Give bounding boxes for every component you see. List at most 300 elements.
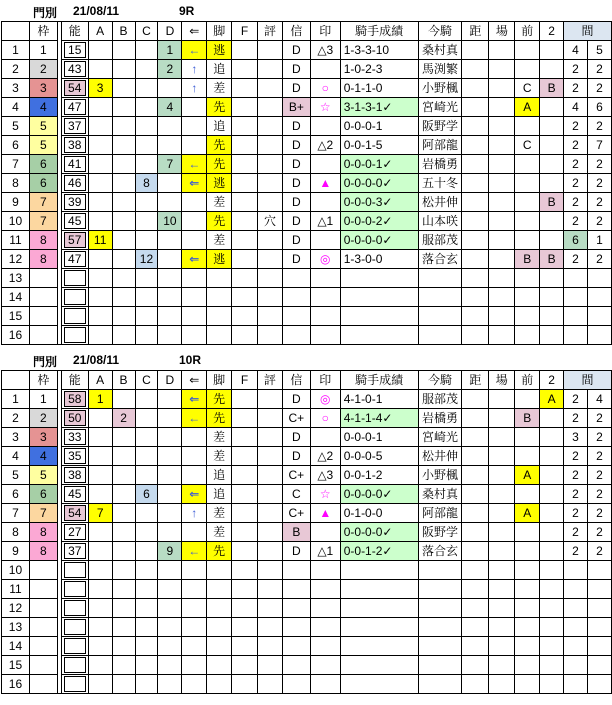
cell-col-b <box>112 212 135 231</box>
cell-arrow: ← <box>182 409 207 428</box>
cell-col-b <box>112 504 135 523</box>
cell-kyo <box>462 675 489 694</box>
cell-kon-ki <box>418 307 462 326</box>
cell-col-a: 11 <box>88 231 112 250</box>
cell-hyo <box>257 542 282 561</box>
cell-ba <box>489 466 515 485</box>
cell-kyo <box>462 523 489 542</box>
cell-col-d <box>158 504 182 523</box>
cell-col-c: 8 <box>135 174 158 193</box>
race-title-9r <box>1 0 612 21</box>
cell-col-c <box>135 212 158 231</box>
cell-col-f <box>232 447 258 466</box>
cell-arrow: ← <box>182 41 207 60</box>
header-ba: 場 <box>489 22 515 41</box>
cell-col-f <box>232 307 258 326</box>
header-kyo: 距 <box>462 22 489 41</box>
cell-kan-2 <box>587 580 611 599</box>
cell-col-d <box>158 656 182 675</box>
cell-row-num: 9 <box>2 193 30 212</box>
cell-waku: 8 <box>29 250 57 269</box>
header-shin: 信 <box>282 371 310 390</box>
cell-kon-ki <box>418 580 462 599</box>
cell-waku <box>29 580 57 599</box>
cell-col-c <box>135 599 158 618</box>
cell-kon-ki: 服部茂 <box>418 390 462 409</box>
nou-box: 38 <box>64 137 86 153</box>
cell-kon-ki: 岩橋勇 <box>418 155 462 174</box>
cell-kan-2: 2 <box>587 79 611 98</box>
cell-arrow <box>182 656 207 675</box>
cell-kan-2: 1 <box>587 231 611 250</box>
cell-col-a <box>88 269 112 288</box>
cell-nou <box>61 60 88 79</box>
cell-waku: 4 <box>29 447 57 466</box>
cell-row-num: 7 <box>2 155 30 174</box>
cell-kon-ki: 宮崎光 <box>418 98 462 117</box>
cell-seiseki <box>340 656 418 675</box>
cell-col-c <box>135 193 158 212</box>
cell-kyaku <box>207 675 232 694</box>
cell-kan-1 <box>564 637 588 656</box>
cell-col-2 <box>540 136 564 155</box>
cell-col-c <box>135 618 158 637</box>
cell-col-2 <box>540 326 564 345</box>
cell-waku: 1 <box>29 390 57 409</box>
cell-col-f <box>232 136 258 155</box>
cell-waku: 3 <box>29 79 57 98</box>
cell-hyo <box>258 250 283 269</box>
cell-hyo <box>258 288 283 307</box>
cell-kyo <box>462 79 489 98</box>
header-row <box>2 22 612 41</box>
cell-kyaku <box>207 288 232 307</box>
cell-kyaku: 逃 <box>207 174 232 193</box>
cell-col-c <box>135 326 158 345</box>
cell-kan-2: 2 <box>587 117 611 136</box>
cell-kon-ki: 桑村真 <box>418 485 462 504</box>
cell-col-d <box>158 675 182 694</box>
cell-kan-2: 2 <box>587 60 611 79</box>
header-kyaku: 脚 <box>207 371 232 390</box>
cell-hyo <box>258 117 283 136</box>
cell-waku <box>29 307 57 326</box>
cell-arrow <box>182 447 207 466</box>
cell-col-b <box>112 250 135 269</box>
cell-col-d: 4 <box>158 98 182 117</box>
cell-hyo <box>257 561 282 580</box>
cell-ba <box>489 212 515 231</box>
cell-nou <box>61 41 88 60</box>
cell-row-num: 14 <box>2 288 30 307</box>
header-hyo: 評 <box>258 22 283 41</box>
cell-mark <box>310 60 340 79</box>
cell-mark: ☆ <box>310 98 340 117</box>
table-row <box>2 288 612 307</box>
cell-row-num: 1 <box>2 390 30 409</box>
cell-shin <box>282 656 310 675</box>
cell-col-a <box>88 117 112 136</box>
cell-col-c <box>135 155 158 174</box>
cell-col-2 <box>540 561 564 580</box>
nou-box: 27 <box>64 524 86 540</box>
cell-shin <box>282 618 310 637</box>
cell-mark <box>310 307 340 326</box>
cell-hyo <box>257 485 282 504</box>
cell-arrow <box>182 193 207 212</box>
cell-col-c <box>135 561 158 580</box>
cell-col-c <box>135 542 158 561</box>
cell-row-num: 12 <box>2 599 30 618</box>
cell-arrow <box>182 675 207 694</box>
cell-row-num: 8 <box>2 523 30 542</box>
cell-row-num: 3 <box>2 428 30 447</box>
cell-kyaku: 逃 <box>207 41 232 60</box>
cell-seiseki <box>340 675 418 694</box>
table-row <box>2 307 612 326</box>
cell-kan-1: 4 <box>564 98 588 117</box>
cell-col-d <box>158 326 182 345</box>
cell-col-b <box>112 117 135 136</box>
cell-nou <box>61 326 88 345</box>
cell-seiseki: 0-0-1-2✓ <box>340 542 418 561</box>
cell-arrow <box>182 98 207 117</box>
cell-col-a <box>88 656 112 675</box>
cell-waku: 6 <box>29 485 57 504</box>
cell-kyaku <box>207 561 232 580</box>
cell-kan-1: 2 <box>564 174 588 193</box>
cell-kyo <box>462 390 489 409</box>
table-row <box>2 117 612 136</box>
cell-ba <box>489 79 515 98</box>
cell-mae <box>515 447 540 466</box>
cell-col-2 <box>540 599 564 618</box>
nou-box: 45 <box>64 213 86 229</box>
cell-row-num: 10 <box>2 212 30 231</box>
cell-row-num: 13 <box>2 618 30 637</box>
cell-col-f <box>232 504 258 523</box>
cell-col-d <box>158 269 182 288</box>
cell-col-d <box>158 618 182 637</box>
cell-waku: 5 <box>29 466 57 485</box>
cell-mae <box>515 485 540 504</box>
cell-kyo <box>462 98 489 117</box>
cell-mark: ◎ <box>310 250 340 269</box>
header-waku: 枠 <box>29 371 57 390</box>
cell-ba <box>489 542 515 561</box>
cell-col-c <box>135 79 158 98</box>
cell-kan-2 <box>587 307 611 326</box>
cell-col-f <box>232 288 258 307</box>
cell-col-f <box>232 599 258 618</box>
cell-kyaku: 追 <box>207 60 232 79</box>
cell-col-d: 9 <box>158 542 182 561</box>
cell-seiseki: 1-3-0-0 <box>340 250 418 269</box>
cell-col-c: 6 <box>135 485 158 504</box>
cell-col-c <box>135 523 158 542</box>
cell-kyo <box>462 41 489 60</box>
cell-col-2 <box>540 504 564 523</box>
cell-kyo <box>462 60 489 79</box>
cell-hyo <box>257 618 282 637</box>
cell-seiseki: 0-0-0-3✓ <box>340 193 418 212</box>
cell-kyaku <box>207 637 232 656</box>
cell-row-num: 11 <box>2 580 30 599</box>
cell-col-c <box>135 288 158 307</box>
cell-kan-2: 2 <box>587 447 611 466</box>
cell-shin: D <box>282 117 310 136</box>
cell-ba <box>489 269 515 288</box>
cell-kan-1: 2 <box>564 79 588 98</box>
cell-kyo <box>462 599 489 618</box>
cell-kan-2: 2 <box>587 466 611 485</box>
cell-ba <box>489 637 515 656</box>
cell-waku: 7 <box>29 504 57 523</box>
cell-seiseki <box>340 288 418 307</box>
table-row <box>2 193 612 212</box>
cell-kon-ki <box>418 618 462 637</box>
cell-col-a <box>88 41 112 60</box>
cell-kyaku: 先 <box>207 542 232 561</box>
cell-ba <box>489 580 515 599</box>
cell-kyaku: 差 <box>207 231 232 250</box>
cell-hyo <box>258 136 283 155</box>
cell-seiseki: 0-0-0-0✓ <box>340 523 418 542</box>
cell-row-num: 12 <box>2 250 30 269</box>
cell-col-2 <box>540 523 564 542</box>
cell-shin: D <box>282 231 310 250</box>
cell-nou <box>61 409 88 428</box>
cell-seiseki: 0-0-0-0✓ <box>340 485 418 504</box>
nou-box <box>64 600 86 616</box>
cell-hyo <box>257 580 282 599</box>
cell-kyo <box>462 136 489 155</box>
cell-kan-2 <box>587 599 611 618</box>
cell-waku: 7 <box>29 212 57 231</box>
cell-hyo <box>258 231 283 250</box>
cell-mae <box>515 193 540 212</box>
cell-shin: D <box>282 155 310 174</box>
cell-col-2 <box>540 656 564 675</box>
cell-kon-ki: 山本咲 <box>418 212 462 231</box>
cell-nou <box>61 466 88 485</box>
cell-nou <box>61 542 88 561</box>
cell-hyo <box>257 675 282 694</box>
cell-mae <box>515 174 540 193</box>
cell-col-2 <box>540 428 564 447</box>
cell-kyaku <box>207 618 232 637</box>
cell-seiseki: 0-0-0-2✓ <box>340 212 418 231</box>
cell-shin: D <box>282 79 310 98</box>
cell-mae <box>515 155 540 174</box>
table-row <box>2 79 612 98</box>
cell-kon-ki <box>418 637 462 656</box>
cell-hyo <box>257 390 282 409</box>
cell-seiseki <box>340 307 418 326</box>
cell-hyo <box>258 269 283 288</box>
race-table-9r <box>1 21 612 345</box>
cell-col-d <box>158 580 182 599</box>
cell-col-c <box>135 269 158 288</box>
cell-col-a <box>88 288 112 307</box>
cell-mark: △2 <box>310 447 340 466</box>
cell-shin: D <box>282 447 310 466</box>
cell-col-f <box>232 466 258 485</box>
cell-col-f <box>232 523 258 542</box>
cell-mae <box>515 618 540 637</box>
header-col-a: A <box>88 371 112 390</box>
cell-nou <box>61 193 88 212</box>
cell-mark <box>310 637 340 656</box>
cell-waku: 6 <box>29 174 57 193</box>
cell-col-d <box>158 485 182 504</box>
cell-col-2 <box>540 409 564 428</box>
header-mark: 印 <box>310 371 340 390</box>
cell-hyo: 穴 <box>258 212 283 231</box>
cell-nou <box>61 98 88 117</box>
cell-mark <box>310 428 340 447</box>
cell-col-f <box>232 212 258 231</box>
header-row-num <box>2 22 30 41</box>
cell-shin <box>282 561 310 580</box>
cell-ba <box>489 428 515 447</box>
cell-col-f <box>232 60 258 79</box>
cell-arrow <box>182 136 207 155</box>
cell-kan-1: 6 <box>564 231 588 250</box>
cell-arrow <box>182 618 207 637</box>
cell-row-num: 13 <box>2 269 30 288</box>
cell-arrow <box>182 637 207 656</box>
cell-col-a <box>88 637 112 656</box>
table-row <box>2 637 612 656</box>
cell-row-num: 7 <box>2 504 30 523</box>
cell-nou <box>61 250 88 269</box>
cell-mark <box>310 675 340 694</box>
cell-ba <box>489 390 515 409</box>
cell-col-2 <box>540 618 564 637</box>
cell-col-f <box>232 98 258 117</box>
cell-row-num: 6 <box>2 485 30 504</box>
cell-kon-ki: 阪野学 <box>418 117 462 136</box>
cell-shin <box>282 307 310 326</box>
cell-hyo <box>258 193 283 212</box>
cell-shin: D <box>282 428 310 447</box>
cell-col-a <box>88 542 112 561</box>
cell-kon-ki: 松井伸 <box>418 193 462 212</box>
cell-col-f <box>232 117 258 136</box>
cell-arrow: ← <box>182 542 207 561</box>
cell-nou <box>61 447 88 466</box>
cell-col-2 <box>540 269 564 288</box>
cell-col-b <box>112 231 135 250</box>
cell-col-2: B <box>540 193 564 212</box>
cell-waku: 5 <box>29 136 57 155</box>
cell-kan-1: 2 <box>564 409 588 428</box>
cell-col-a <box>88 466 112 485</box>
cell-kyaku <box>207 326 232 345</box>
cell-kyo <box>462 174 489 193</box>
cell-hyo <box>258 41 283 60</box>
table-row <box>2 41 612 60</box>
cell-col-2 <box>540 675 564 694</box>
cell-mark: △1 <box>310 212 340 231</box>
cell-kan-2 <box>587 269 611 288</box>
cell-kon-ki: 服部茂 <box>418 231 462 250</box>
cell-seiseki <box>340 580 418 599</box>
cell-col-b <box>112 542 135 561</box>
cell-col-f <box>232 41 258 60</box>
cell-nou <box>61 155 88 174</box>
table-row <box>2 466 612 485</box>
cell-shin: D <box>282 212 310 231</box>
cell-kyaku: 先 <box>207 155 232 174</box>
cell-waku <box>29 326 57 345</box>
cell-kan-2: 2 <box>587 174 611 193</box>
cell-col-f <box>232 618 258 637</box>
cell-arrow: ⇐ <box>182 485 207 504</box>
cell-nou <box>61 174 88 193</box>
nou-box: 58 <box>64 391 86 407</box>
cell-col-c: 12 <box>135 250 158 269</box>
cell-shin: C+ <box>282 466 310 485</box>
cell-col-d: 10 <box>158 212 182 231</box>
cell-col-a <box>88 250 112 269</box>
header-ba: 場 <box>489 371 515 390</box>
table-row <box>2 580 612 599</box>
cell-col-a <box>88 136 112 155</box>
cell-col-2 <box>540 98 564 117</box>
cell-hyo <box>258 326 283 345</box>
nou-box: 15 <box>64 42 86 58</box>
cell-col-f <box>232 390 258 409</box>
cell-arrow <box>182 580 207 599</box>
cell-col-f <box>232 428 258 447</box>
cell-col-b <box>112 155 135 174</box>
cell-shin: D <box>282 250 310 269</box>
nou-box: 47 <box>64 251 86 267</box>
cell-kyaku <box>207 307 232 326</box>
cell-mark <box>310 561 340 580</box>
nou-box <box>64 581 86 597</box>
cell-col-f <box>232 675 258 694</box>
cell-kyo <box>462 212 489 231</box>
cell-waku <box>29 269 57 288</box>
cell-mark <box>310 523 340 542</box>
cell-shin: D <box>282 136 310 155</box>
cell-mark: ▲ <box>310 174 340 193</box>
cell-waku <box>29 637 57 656</box>
nou-box <box>64 562 86 578</box>
cell-row-num: 6 <box>2 136 30 155</box>
cell-ba <box>489 60 515 79</box>
header-col-c: C <box>135 22 158 41</box>
cell-col-d <box>158 561 182 580</box>
cell-kan-2 <box>587 326 611 345</box>
table-row <box>2 98 612 117</box>
cell-kan-1: 2 <box>564 523 588 542</box>
cell-kyo <box>462 193 489 212</box>
cell-kon-ki <box>418 561 462 580</box>
cell-col-d <box>158 79 182 98</box>
cell-kyo <box>462 561 489 580</box>
nou-box: 33 <box>64 429 86 445</box>
cell-nou <box>61 390 88 409</box>
header-nou: 能 <box>61 22 88 41</box>
cell-ba <box>489 618 515 637</box>
cell-shin <box>282 675 310 694</box>
cell-col-b <box>112 637 135 656</box>
cell-kan-2: 2 <box>587 155 611 174</box>
